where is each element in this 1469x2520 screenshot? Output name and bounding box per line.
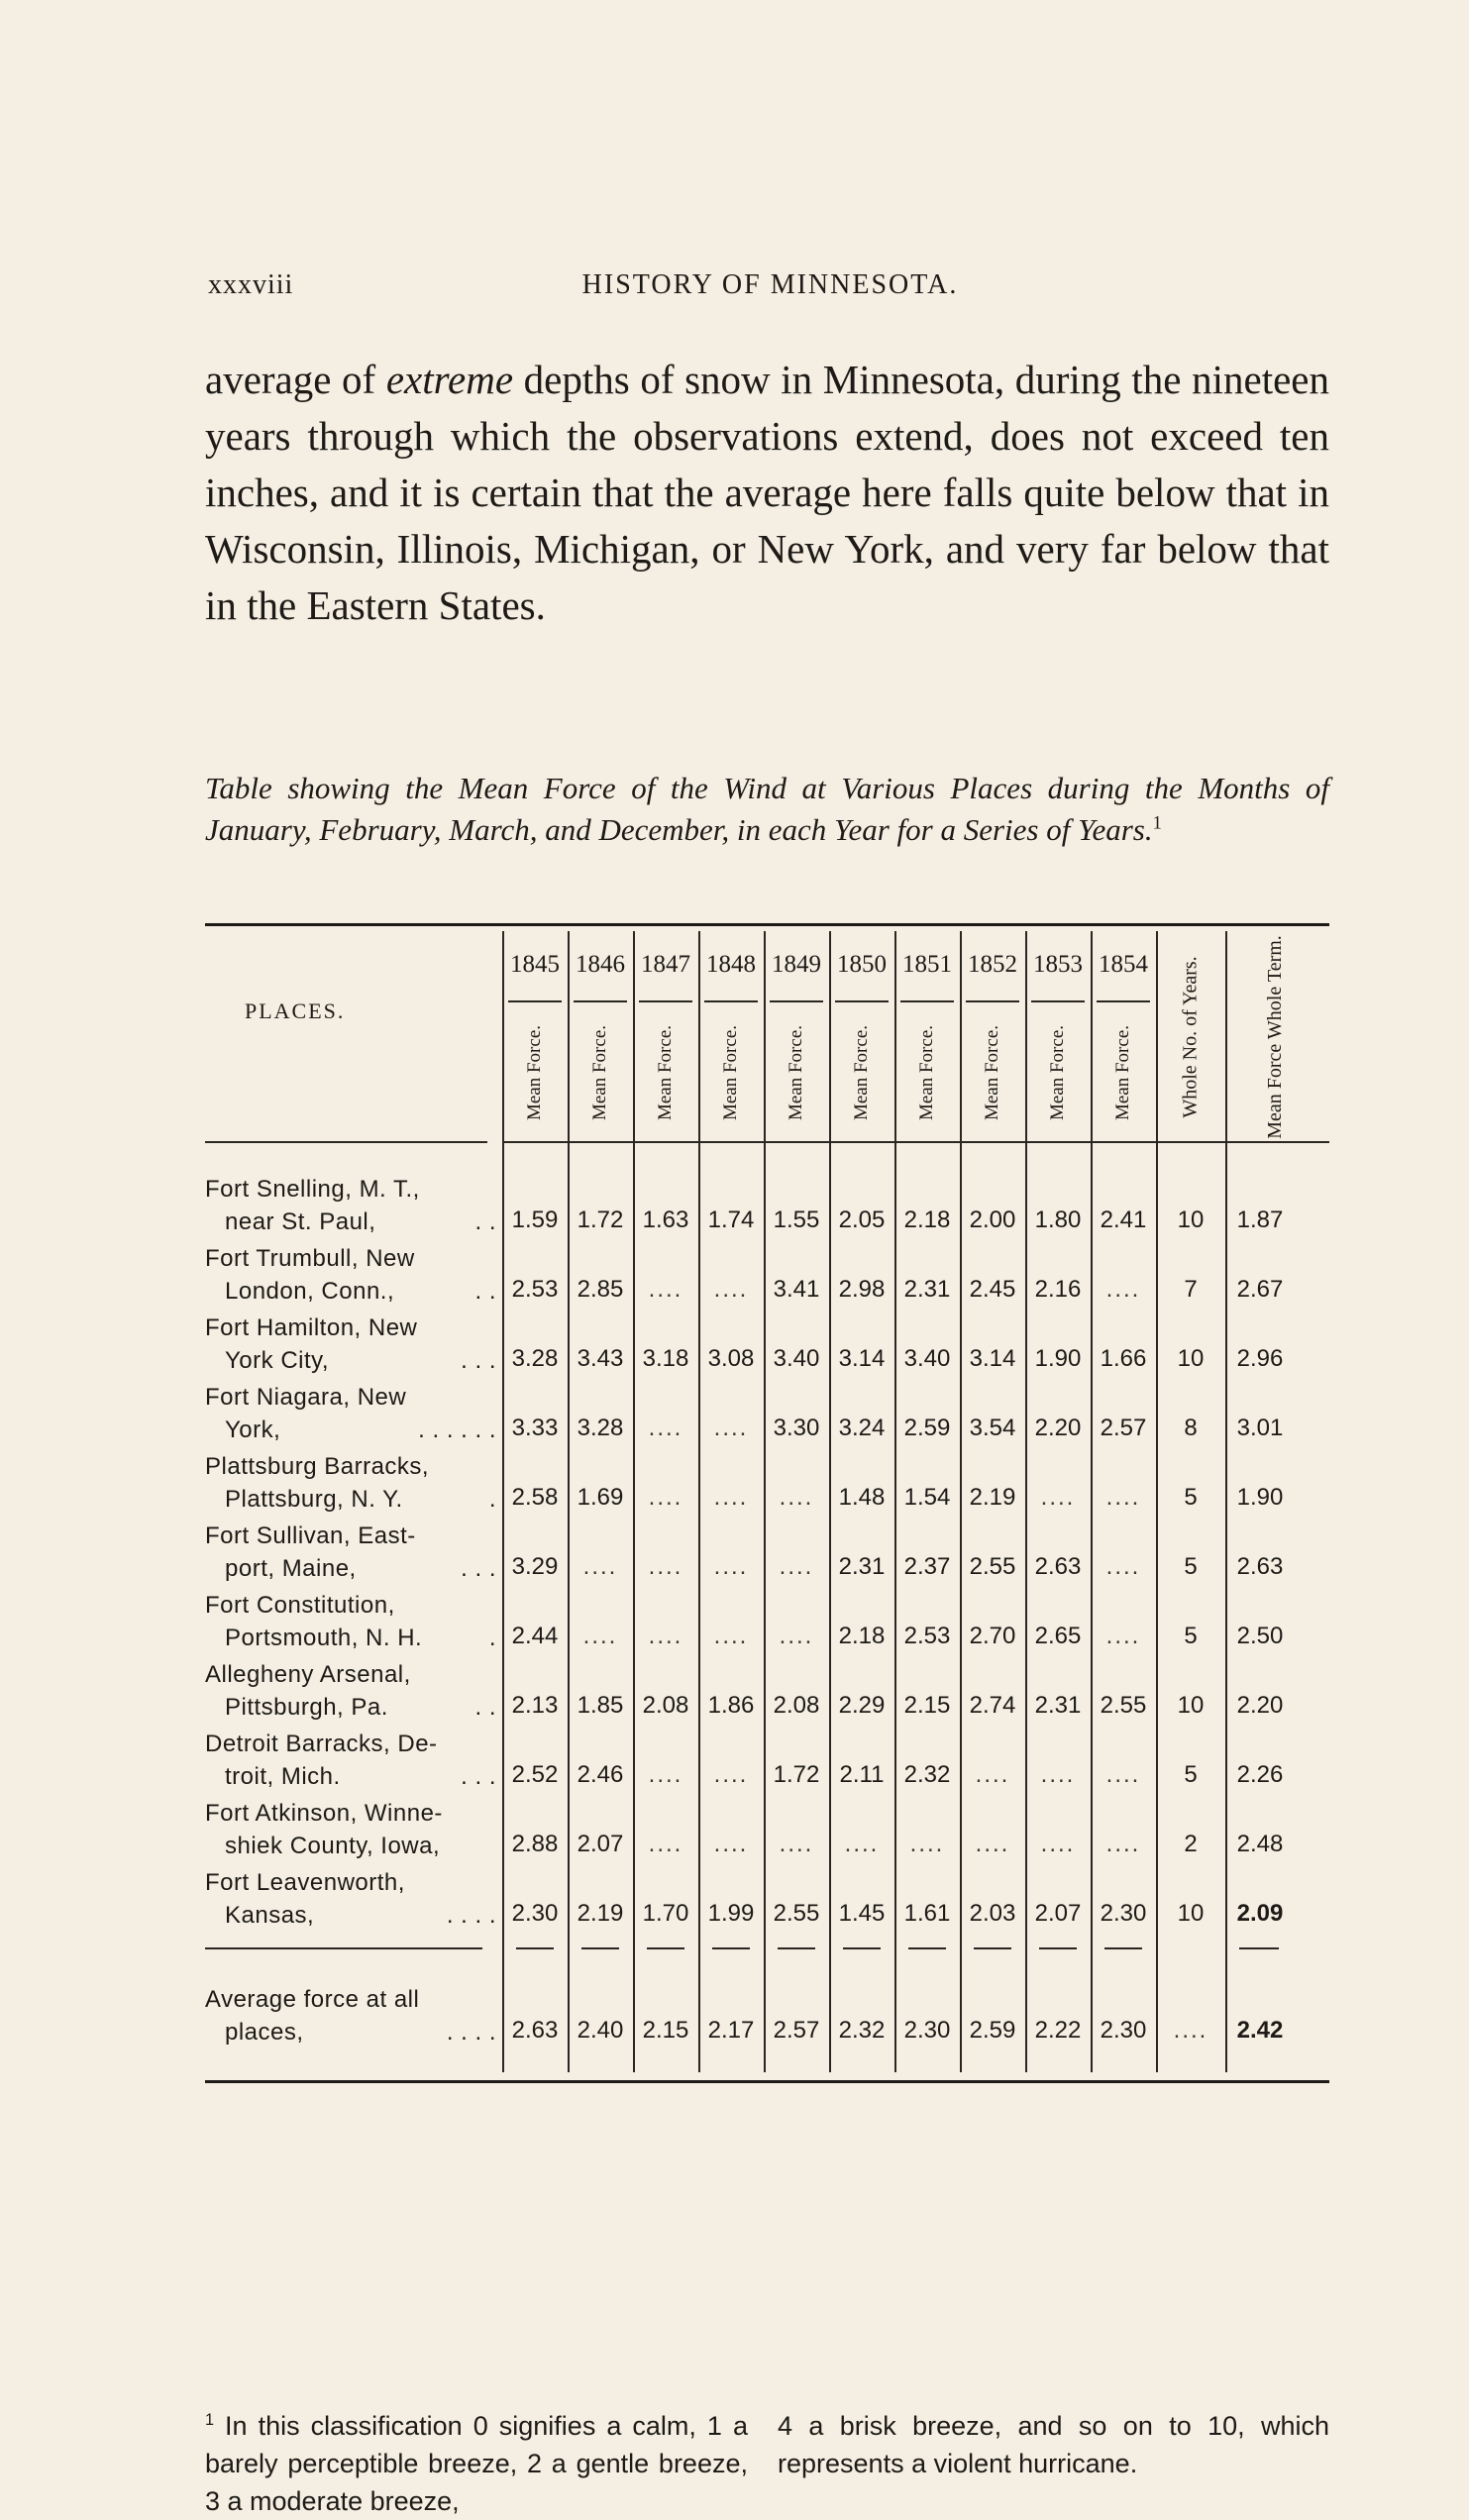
value-cell: .... [713,1623,749,1649]
value-cell: 1.61 [903,1900,951,1927]
value-cell: 3.30 [773,1415,820,1441]
value-cell: 2.15 [642,2017,689,2044]
value-cell: 3.41 [773,1276,820,1303]
value-cell: 3.24 [838,1415,886,1441]
value-cell: .... [909,1831,945,1857]
mean-whole-cell: 2.26 [1236,1761,1284,1788]
mean-force-header [1028,1018,1088,1127]
place-line-2-text: Plattsburg, N. Y. [225,1486,403,1513]
value-cell: 2.53 [511,1276,559,1303]
summary-rule [516,1947,554,1949]
mean-whole-cell: 2.20 [1236,1692,1284,1719]
value-cell: 2.16 [1034,1276,1082,1303]
leader-dots: . . [474,1278,496,1305]
places-header: PLACES. [245,998,346,1023]
mean-force-header [832,1018,892,1127]
value-cell: 1.69 [577,1484,624,1511]
value-cell: 3.14 [969,1345,1016,1372]
place-line-1: Fort Sullivan, East- [205,1522,416,1549]
place-line-2 [205,1830,502,1862]
place-line-2-text: Portsmouth, N. H. [225,1625,423,1651]
value-cell: 2.37 [903,1553,951,1580]
year-header-rule [574,1000,627,1002]
table-caption [205,768,1329,851]
table-bottom-rule [205,2080,1329,2083]
value-cell: 3.43 [577,1345,624,1372]
value-cell: .... [713,1415,749,1441]
summary-rule [778,1947,815,1949]
summary-rule [974,1947,1011,1949]
place-line-1: Detroit Barracks, De- [205,1731,438,1757]
value-cell: 3.29 [511,1553,559,1580]
place-line-2-text: shiek County, Iowa, [225,1833,441,1859]
value-cell: 2.11 [839,1761,885,1788]
mean-force-label: Mean Force. [655,1024,676,1121]
value-cell: 2.85 [577,1276,624,1303]
value-cell: .... [582,1623,618,1649]
year-header: 1848 [706,951,756,978]
mean-whole-cell: 2.50 [1236,1623,1284,1649]
value-cell: 2.44 [511,1623,559,1649]
value-cell: .... [648,1484,683,1511]
page-header [208,269,1332,309]
place-row-label [205,1242,502,1308]
whole-years-cell: 10 [1177,1207,1205,1233]
place-line-2-text: places, [225,2019,304,2046]
place-line-2 [205,2016,502,2048]
place-line-1: Fort Leavenworth, [205,1869,405,1896]
value-cell: 1.86 [707,1692,755,1719]
mean-whole-cell: 2.09 [1236,1900,1284,1927]
place-line-2 [205,1344,502,1377]
value-cell: 2.08 [642,1692,689,1719]
place-row-label [205,1797,502,1862]
whole-years-cell: 2 [1184,1831,1198,1857]
value-cell: 2.22 [1034,2017,1082,2044]
value-cell: .... [975,1831,1010,1857]
value-cell: .... [648,1623,683,1649]
value-cell: .... [975,1761,1010,1788]
value-cell: 2.13 [511,1692,559,1719]
year-header: 1852 [968,951,1017,978]
value-cell: 2.30 [1100,1900,1147,1927]
place-row-label [205,1866,502,1932]
value-cell: 2.55 [969,1553,1016,1580]
body-text-start: average of [205,357,386,402]
value-cell: 2.29 [838,1692,886,1719]
value-cell: 3.40 [903,1345,951,1372]
value-cell: 2.74 [969,1692,1016,1719]
value-cell: 2.32 [838,2017,886,2044]
mean-whole-cell: 2.48 [1236,1831,1284,1857]
place-line-2-text: York City, [225,1347,330,1374]
value-cell: 2.55 [1100,1692,1147,1719]
mean-whole-cell: 1.87 [1236,1207,1284,1233]
header-bottom-rule [205,1141,487,1143]
leader-dots: . . . . [446,1902,496,1929]
whole-years-cell: 5 [1184,1761,1198,1788]
place-line-1: Average force at all [205,1986,420,2013]
footnote [205,2407,1329,2520]
summary-rule [843,1947,881,1949]
place-line-2 [205,1622,502,1654]
mean-force-label: Mean Force. [982,1024,1002,1121]
value-cell: 2.30 [511,1900,559,1927]
whole-years-cell: 10 [1177,1900,1205,1927]
value-cell: 2.59 [903,1415,951,1441]
body-paragraph [205,352,1329,634]
leader-dots: . . . . . . [418,1417,496,1443]
leader-dots [440,1830,502,1862]
year-header-rule [639,1000,692,1002]
value-cell: .... [1040,1484,1076,1511]
mean-force-header [963,1018,1022,1127]
mean-force-header [505,1018,565,1127]
place-line-1: Fort Niagara, New [205,1384,407,1411]
value-cell: 2.41 [1100,1207,1147,1233]
year-header: 1849 [772,951,821,978]
year-header-rule [900,1000,954,1002]
value-cell: 2.00 [969,1207,1016,1233]
place-row-label [205,1173,502,1238]
place-line-2-text: Pittsburgh, Pa. [225,1694,388,1721]
value-cell: 1.66 [1100,1345,1147,1372]
place-line-2 [205,1414,502,1446]
mean-force-label: Mean Force. [916,1024,937,1121]
summary-rule [1039,1947,1077,1949]
value-cell: 2.03 [969,1900,1016,1927]
mean-whole-cell: 3.01 [1236,1415,1284,1441]
value-cell: 1.72 [773,1761,820,1788]
place-line-2 [205,1899,502,1932]
place-line-2 [205,1760,502,1793]
mean-whole-header [1240,933,1310,1141]
body-text-rest: depths of snow in Minnesota, during the nineteen years through which the observations extend, does not exceed ten inches, and it is certain that the average here falls quite below that in Wisconsin, Illinois, Michigan, or New York, and very far below that in the Eastern States. [205,357,1329,628]
place-line-2-text: near St. Paul, [225,1208,376,1235]
year-header-rule [966,1000,1019,1002]
value-cell: 1.70 [642,1900,689,1927]
place-line-2-text: port, Maine, [225,1555,357,1582]
value-cell: 2.18 [838,1623,886,1649]
place-line-1: Fort Trumbull, New [205,1245,415,1272]
value-cell: 1.55 [773,1207,820,1233]
year-header-rule [770,1000,823,1002]
value-cell: 2.65 [1034,1623,1082,1649]
year-header: 1846 [576,951,625,978]
value-cell: 3.40 [773,1345,820,1372]
value-cell: 2.15 [903,1692,951,1719]
value-cell: 2.31 [903,1276,951,1303]
value-cell: 2.31 [1034,1692,1082,1719]
value-cell: 2.30 [903,2017,951,2044]
value-cell: 2.98 [838,1276,886,1303]
mean-whole-label: Mean Force Whole Term. [1264,935,1287,1139]
whole-years-cell: .... [1173,2017,1208,2044]
value-cell: 1.54 [903,1484,951,1511]
value-cell: 2.46 [577,1761,624,1788]
value-cell: 2.63 [511,2017,559,2044]
whole-years-header [1156,933,1225,1141]
place-line-2-text: troit, Mich. [225,1763,341,1790]
leader-dots: . . [474,1208,496,1235]
mean-whole-cell: 2.42 [1236,2017,1284,2044]
place-line-2 [205,1691,502,1724]
place-row-label [205,1658,502,1724]
place-line-2-text: York, [225,1417,281,1443]
mean-force-label: Mean Force. [786,1024,806,1121]
year-header: 1854 [1099,951,1148,978]
value-cell: .... [713,1831,749,1857]
mean-force-header [571,1018,630,1127]
mean-force-header [897,1018,957,1127]
place-row-label [205,1312,502,1377]
value-cell: 2.32 [903,1761,951,1788]
leader-dots: . . . [461,1763,496,1790]
leader-dots: . . . [461,1347,496,1374]
mean-force-label: Mean Force. [589,1024,610,1121]
mean-force-header [636,1018,695,1127]
leader-dots: . . . . [446,2019,496,2046]
value-cell: 2.30 [1100,2017,1147,2044]
value-cell: 3.33 [511,1415,559,1441]
running-title: HISTORY OF MINNESOTA. [581,269,959,300]
body-emphasis: extreme [385,357,514,402]
value-cell: 2.17 [707,2017,755,2044]
leader-dots: . [488,1486,496,1513]
average-row-label [205,1983,502,2048]
footnote-column-1 [205,2407,748,2520]
value-cell: .... [648,1761,683,1788]
mean-force-header [1094,1018,1153,1127]
summary-rule [908,1947,946,1949]
leader-dots: . . . [461,1555,496,1582]
value-cell: 1.90 [1034,1345,1082,1372]
mean-force-header [701,1018,761,1127]
value-cell: .... [713,1276,749,1303]
value-cell: .... [844,1831,880,1857]
value-cell: 2.45 [969,1276,1016,1303]
summary-rule [1104,1947,1142,1949]
mean-whole-cell: 2.96 [1236,1345,1284,1372]
summary-rule [647,1947,684,1949]
value-cell: 3.18 [642,1345,689,1372]
footnote-column-2: 4 a brisk breeze, and so on to 10, which represents a violent hurricane. [778,2411,1329,2478]
year-header: 1847 [641,951,690,978]
value-cell: 3.08 [707,1345,755,1372]
whole-years-cell: 5 [1184,1553,1198,1580]
value-cell: 2.55 [773,1900,820,1927]
value-cell: 2.18 [903,1207,951,1233]
place-line-2 [205,1483,502,1516]
footnote-mark: 1 [205,2411,215,2429]
place-line-1: Plattsburg Barracks, [205,1453,430,1480]
value-cell: 2.07 [1034,1900,1082,1927]
value-cell: 1.72 [577,1207,624,1233]
value-cell: 1.99 [707,1900,755,1927]
place-line-2-text: Kansas, [225,1902,315,1929]
place-row-label [205,1450,502,1516]
footnote-text-1: In this classification 0 signifies a calm, 1 a barely perceptible breeze, 2 a gentle breeze, 3 a moderate breeze, [205,2411,748,2516]
year-header-rule [1031,1000,1085,1002]
footnote-reference: 1 [1152,812,1162,834]
value-cell: .... [1040,1831,1076,1857]
value-cell: .... [648,1276,683,1303]
value-cell: 1.74 [707,1207,755,1233]
value-cell: 1.48 [838,1484,886,1511]
summary-rule [712,1947,750,1949]
leader-dots: . [488,1625,496,1651]
value-cell: .... [648,1553,683,1580]
value-cell: 2.70 [969,1623,1016,1649]
value-cell: .... [1040,1761,1076,1788]
value-cell: 1.45 [838,1900,886,1927]
whole-years-cell: 10 [1177,1692,1205,1719]
value-cell: .... [648,1831,683,1857]
value-cell: 3.14 [838,1345,886,1372]
place-row-label [205,1728,502,1793]
value-cell: .... [713,1553,749,1580]
value-cell: .... [1105,1553,1141,1580]
mean-whole-cell: 2.63 [1236,1553,1284,1580]
value-cell: 2.63 [1034,1553,1082,1580]
value-cell: 2.20 [1034,1415,1082,1441]
value-cell: 1.80 [1034,1207,1082,1233]
mean-force-label: Mean Force. [524,1024,545,1121]
year-header: 1851 [902,951,952,978]
place-line-1: Fort Hamilton, New [205,1314,418,1341]
summary-rule [205,1947,482,1949]
year-header-rule [704,1000,758,1002]
value-cell: .... [1105,1484,1141,1511]
mean-force-label: Mean Force. [1112,1024,1133,1121]
whole-years-cell: 5 [1184,1623,1198,1649]
place-line-1: Fort Constitution, [205,1592,395,1619]
mean-whole-cell: 2.67 [1236,1276,1284,1303]
value-cell: 2.53 [903,1623,951,1649]
page-number: xxxviii [208,269,294,300]
year-header-rule [508,1000,562,1002]
value-cell: 2.57 [773,2017,820,2044]
place-line-2 [205,1275,502,1308]
mean-force-header [767,1018,826,1127]
place-row-label [205,1589,502,1654]
mean-whole-cell: 1.90 [1236,1484,1284,1511]
mean-force-label: Mean Force. [851,1024,872,1121]
value-cell: 2.88 [511,1831,559,1857]
value-cell: 2.59 [969,2017,1016,2044]
value-cell: 1.63 [642,1207,689,1233]
table-top-rule [205,923,1329,926]
year-header-rule [835,1000,889,1002]
year-header: 1853 [1033,951,1083,978]
value-cell: 2.08 [773,1692,820,1719]
value-cell: 3.54 [969,1415,1016,1441]
place-row-label [205,1381,502,1446]
place-line-1: Fort Atkinson, Winne- [205,1800,443,1827]
place-row-label [205,1520,502,1585]
mean-force-label: Mean Force. [1047,1024,1068,1121]
value-cell: .... [713,1484,749,1511]
value-cell: .... [779,1623,814,1649]
value-cell: 2.07 [577,1831,624,1857]
value-cell: .... [779,1553,814,1580]
place-line-1: Fort Snelling, M. T., [205,1176,420,1203]
whole-years-cell: 5 [1184,1484,1198,1511]
caption-text: Table showing the Mean Force of the Wind at Various Places during the Months of January, February, March, and December, in each Year for a Series of Years. [205,771,1329,847]
value-cell: 2.31 [838,1553,886,1580]
leader-dots: . . [474,1694,496,1721]
value-cell: 2.05 [838,1207,886,1233]
value-cell: .... [648,1415,683,1441]
place-line-2-text: London, Conn., [225,1278,395,1305]
value-cell: 2.19 [577,1900,624,1927]
whole-years-cell: 7 [1184,1276,1198,1303]
year-header: 1845 [510,951,560,978]
header-bottom-rule [502,1141,1329,1143]
value-cell: .... [582,1553,618,1580]
year-header-rule [1097,1000,1150,1002]
value-cell: .... [1105,1276,1141,1303]
whole-years-label: Whole No. of Years. [1180,956,1202,1118]
value-cell: 3.28 [577,1415,624,1441]
value-cell: .... [1105,1831,1141,1857]
mean-force-label: Mean Force. [720,1024,741,1121]
place-line-1: Allegheny Arsenal, [205,1661,411,1688]
place-line-2 [205,1552,502,1585]
whole-years-cell: 8 [1184,1415,1198,1441]
summary-rule [1239,1947,1279,1949]
value-cell: .... [779,1831,814,1857]
value-cell: 1.85 [577,1692,624,1719]
value-cell: 2.58 [511,1484,559,1511]
value-cell: 2.57 [1100,1415,1147,1441]
value-cell: .... [1105,1761,1141,1788]
value-cell: 2.19 [969,1484,1016,1511]
place-line-2 [205,1206,502,1238]
value-cell: 2.40 [577,2017,624,2044]
value-cell: .... [1105,1623,1141,1649]
value-cell: 3.28 [511,1345,559,1372]
whole-years-cell: 10 [1177,1345,1205,1372]
value-cell: 1.59 [511,1207,559,1233]
value-cell: 2.52 [511,1761,559,1788]
wind-force-table [205,923,1329,2369]
year-header: 1850 [837,951,887,978]
value-cell: .... [779,1484,814,1511]
value-cell: .... [713,1761,749,1788]
summary-rule [581,1947,619,1949]
